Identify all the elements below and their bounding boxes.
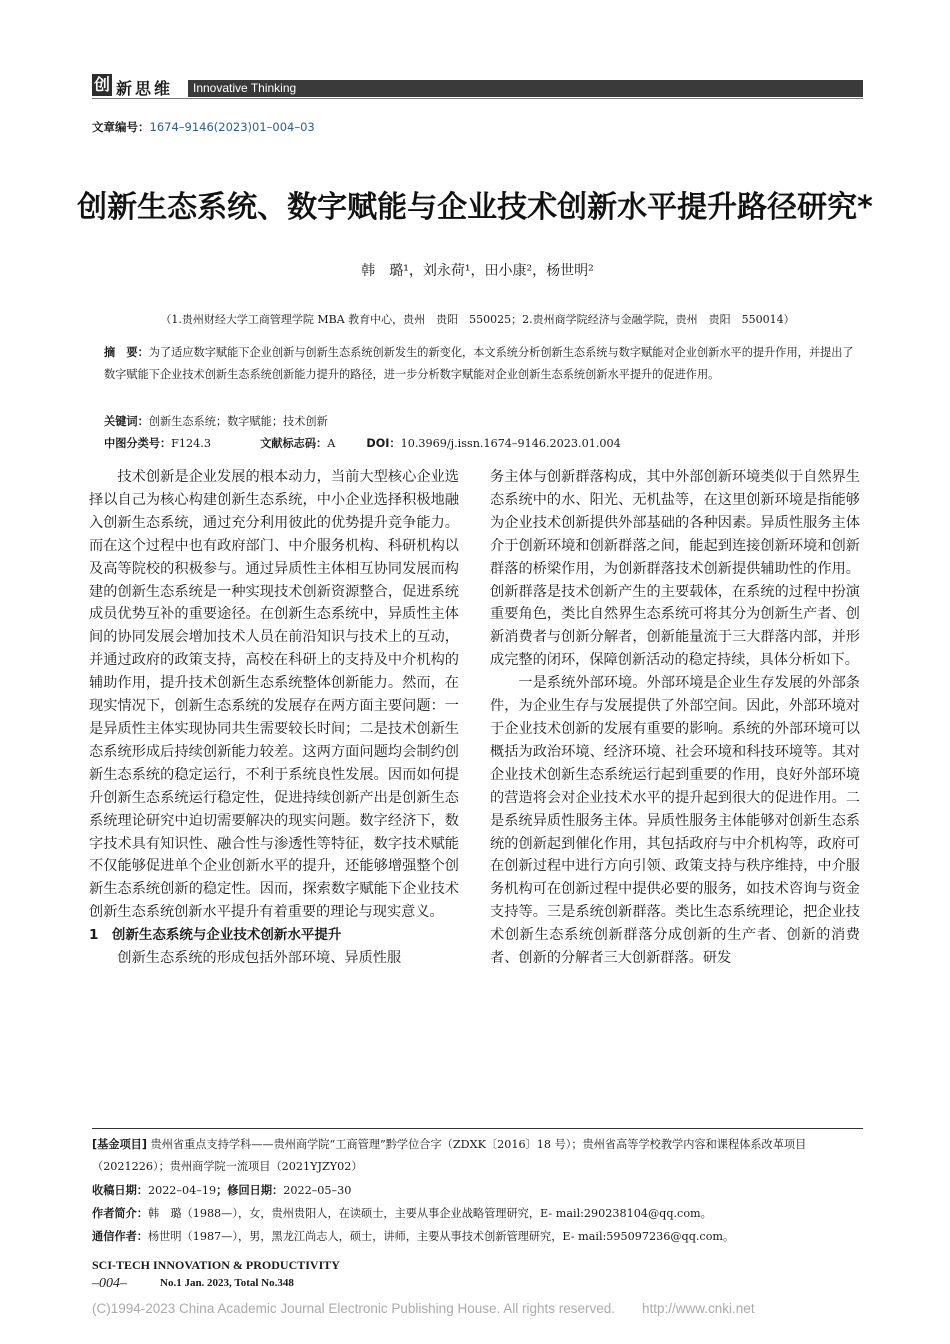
article-number-label: 文章编号： <box>92 120 150 134</box>
column-name-en: Innovative Thinking <box>193 81 297 95</box>
header-divider <box>92 98 863 99</box>
body-paragraph: 技术创新是企业发展的根本动力，当前大型核心企业选择以自己为核心构建创新生态系统，中小企业选择积极地融入创新生态系统，通过充分利用彼此的优势提升竞争能力。而在这个过程中也有政府部门、中介服务机构、科研机构以及高等院校的积极参与。通过异质性主体相互协同发展而构建的创新生态系统是一种实现技术创新资源整合，促进系统成员优势互补的重要途径。在创新生态系统中，异质性主体间的协同发展会增加技术人员在前沿知识与技术上的互动，并通过政府的政策支持，高校在科研上的支持及中介机构的辅助作用，提升技术创新生态系统整体创新能力。然而，在现实情况下，创新生态系统的发展存在两方面主要问题：一是异质性主体实现协同共生需要较长时间；二是技术创新生态系统形成后持续创新能力较差。这两方面问题均会制约创新生态系统的稳定运行，不利于系统良性发展。因而如何提升创新生态系统运行稳定性，促进持续创新产出是创新生态系统理论研究中迫切需要解决的现实问题。数字经济下，数字技术具有知识性、融合性与渗透性等特征，数字技术赋能不仅能够促进单个企业创新水平的提升，还能够增强整个创新生态系统创新的稳定性。因而，探索数字赋能下企业技术创新生态系统创新水平提升有着重要的理论与现实意义。 <box>89 469 459 921</box>
body-paragraph: 一是系统外部环境。外部环境是企业生存发展的外部条件，为企业生存与发展提供了外部空间。因此，外部环境对于企业技术创新的发展有重要的影响。系统的外部环境可以概括为政治环境、经济环境、社会环境和科技环境等。其对企业技术创新生态系统运行起到重要的作用，良好外部环境的营造将会对企业技术水平的提升起到很大的促进作用。二是系统异质性服务主体。异质性服务主体能够对创新生态系统的创新起到催化作用，其包括政府与中介机构等，政府可在创新过程中进行方向引领、政策支持与秩序维持，中介服务机构可在创新过程中提供必要的服务，如技术咨询与资金支持等。三是系统创新群落。类比生态系统理论，把企业技术创新生态系统创新群落分成创新的生产者、创新的消费者、创新的分解者三大创新群落。研发 <box>490 675 860 967</box>
paper-title: 创新生态系统、数字赋能与企业技术创新水平提升路径研究* <box>77 190 873 225</box>
issue-info: No.1 Jan. 2023, Total No.348 <box>160 1277 294 1289</box>
keywords-label: 关键词： <box>104 415 149 428</box>
received-label: 收稿日期： <box>92 1184 148 1197</box>
author-label: 作者简介： <box>92 1207 148 1220</box>
body-left-column <box>89 466 459 970</box>
corresponding-text: 杨世明（1987—），男，黑龙江尚志人，硕士，讲师，主要从事技术创新管理研究，E- mail:595097236@qq.com。 <box>147 1230 735 1243</box>
classification <box>104 433 856 455</box>
footnote-divider <box>92 1128 863 1129</box>
author-note <box>92 1203 863 1225</box>
doi-value: 10.3969/j.issn.1674–9146.2023.01.004 <box>400 437 621 450</box>
body-paragraph: 创新生态系统的形成包括外部环境、异质性服 <box>117 950 402 967</box>
journal-name: SCI-TECH INNOVATION & PRODUCTIVITY <box>92 1258 340 1272</box>
doc-code-label: 文献标志码： <box>260 437 328 450</box>
section-heading: 1 创新生态系统与企业技术创新水平提升 <box>89 927 342 944</box>
fund-label: [基金项目] <box>92 1138 147 1151</box>
doi-label: DOI： <box>366 437 401 450</box>
corresponding-label: 通信作者： <box>92 1230 148 1243</box>
clc-label: 中图分类号： <box>104 437 172 450</box>
column-logo-box: 创 <box>93 75 110 94</box>
author-text: 韩 璐（1988—），女，贵州贵阳人，在读硕士，主要从事企业战略管理研究，E- mail:290238104@qq.com。 <box>147 1207 712 1220</box>
abstract <box>104 342 856 386</box>
page-number: –004– <box>92 1276 127 1291</box>
column-name: 新思维 <box>116 79 174 98</box>
dates-note <box>92 1180 863 1202</box>
fund-note <box>92 1134 863 1178</box>
article-number-value: 1674–9146(2023)01–004–03 <box>149 120 315 134</box>
affiliations: （1.贵州财经大学工商管理学院 MBA 教育中心，贵州 贵阳 550025；2.贵州商学院经济与金融学院，贵州 贵阳 550014） <box>160 313 795 326</box>
fund-text: 贵州省重点支持学科——贵州商学院“工商管理”黔学位合字（ZDXK〔2016〕18 号）；贵州省高等学校教学内容和课程体系改革项目（2021226）；贵州商学院一流项目（2021YJZY02） <box>92 1138 807 1173</box>
keywords <box>104 411 856 433</box>
authors: 韩 璐¹，刘永荷¹，田小康²，杨世明² <box>361 263 594 279</box>
received-date: 2022–04–19 <box>147 1184 217 1197</box>
revised-date: 2022–05–30 <box>283 1184 352 1197</box>
revised-label: ；修回日期： <box>216 1184 284 1197</box>
abstract-label: 摘 要： <box>104 346 149 359</box>
body-paragraph: 务主体与创新群落构成，其中外部创新环境类似于自然界生态系统中的水、阳光、无机盐等，在这里创新环境是指能够为企业技术创新提供外部基础的各种因素。异质性服务主体介于创新环境和创新群落之间，能起到连接创新环境和创新群落的桥梁作用，为创新群落技术创新提供辅助性的作用。创新群落是技术创新产生的主要载体，在系统的过程中扮演重要角色，类比自然界生态系统可将其分为创新生产者、创新消费者与创新分解者，创新能量流于三大群落内部，并形成完整的闭环，保障创新活动的稳定持续，具体分析如下。 <box>490 469 860 669</box>
keywords-text: 创新生态系统；数字赋能；技术创新 <box>148 415 328 428</box>
abstract-text: 为了适应数字赋能下企业创新与创新生态系统创新发生的新变化，本文系统分析创新生态系统与数字赋能对企业创新水平的提升作用，并提出了数字赋能下企业技术创新生态系统创新能力提升的路径，进一步分析数字赋能对企业创新生态系统创新水平提升的促进作用。 <box>104 346 854 381</box>
corresponding-note <box>92 1226 863 1248</box>
doc-code-value: A <box>327 437 336 450</box>
clc-value: F124.3 <box>171 437 211 450</box>
article-number <box>92 119 315 135</box>
copyright-line: (C)1994-2023 China Academic Journal Electronic Publishing House. All rights reserved. http://www.cnki.net <box>92 1301 755 1316</box>
body-right-column <box>490 466 860 970</box>
